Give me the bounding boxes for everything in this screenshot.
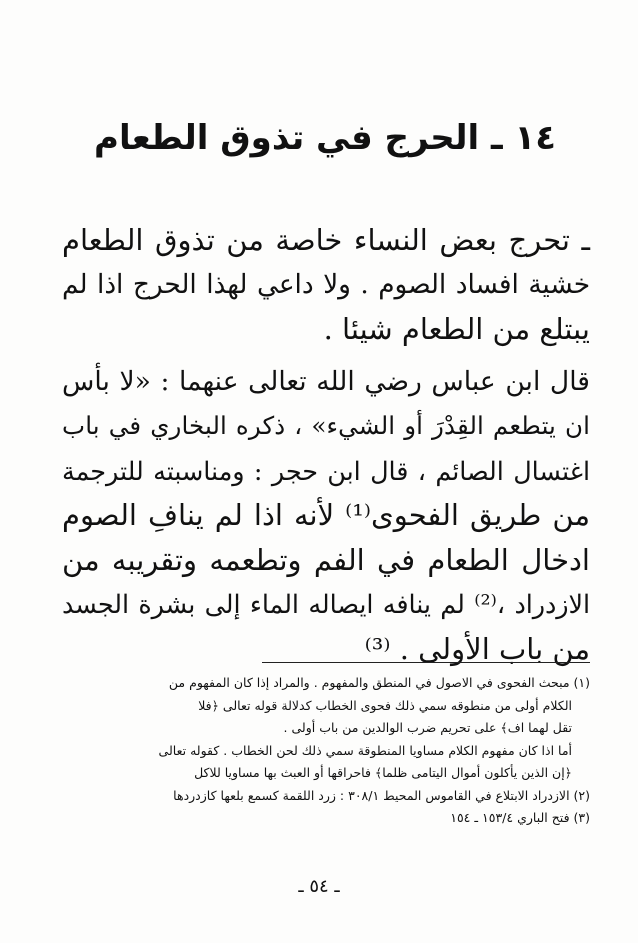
footnote-line: (١) مبحث الفحوى في الاصول في المنطق والمفهوم . والمراد إذا كان المفهوم من — [168, 675, 590, 690]
body-line: من طريق الفحوى⁽¹⁾ لأنه اذا لم ينافِ الصوم — [62, 498, 590, 532]
footnote-line: (٢) الازدراد الابتلاع في القاموس المحيط ٣٠٨/١ : زرد اللقمة كسمع بلعها كازدردها — [173, 787, 590, 803]
body-line: يبتلع من الطعام شيئا . — [323, 312, 590, 346]
footnote-line: الكلام أولى من منطوقه سمي ذلك فحوى الخطاب كدلالة قوله تعالى ﴿فلا — [198, 697, 572, 713]
body-line: قال ابن عباس رضي الله تعالى عنهما : «لا بأس — [62, 365, 590, 397]
body-line: ان يتطعم القِدْرَ أو الشيء» ، ذكره البخاري في باب — [62, 411, 590, 440]
footnotes — [62, 672, 590, 830]
body-line: من باب الأولى . ⁽³⁾ — [364, 631, 590, 666]
footnote-line: (٣) فتح الباري ١٥٣/٤ ـ ١٥٤ — [450, 810, 590, 825]
page-number: ـ ٥٤ ـ — [298, 876, 340, 897]
paragraph-2 — [62, 360, 590, 672]
body-line: خشية افساد الصوم . ولا داعي لهذا الحرج اذا لم — [62, 269, 590, 300]
section-heading: ١٤ ـ الحرج في تذوق الطعام — [94, 118, 556, 158]
footnote-line: ﴿إن الذين يأكلون أموال اليتامى ظلما﴾ فاحراقها أو العبث بها مساويا للاكل — [194, 765, 572, 780]
body-line: اغتسال الصائم ، قال ابن حجر : ومناسبته للترجمة — [62, 455, 590, 486]
main-body — [62, 218, 590, 671]
body-line: ادخال الطعام في الفم وتطعمه وتقريبه من — [62, 542, 590, 577]
footnote-separator — [262, 662, 590, 663]
body-line: ـ تحرج بعض النساء خاصة من تذوق الطعام — [62, 223, 590, 257]
footnote-line: أما اذا كان مفهوم الكلام مساويا المنطوقة سمي ذلك لحن الخطاب . كقوله تعالى — [158, 742, 572, 758]
body-line: الازدراد ،⁽²⁾ لم ينافه ايصاله الماء إلى بشرة الجسد — [62, 589, 590, 619]
footnote-line: تقل لهما اف﴾ على تحريم ضرب الوالدين من باب أولى . — [283, 720, 572, 735]
paragraph-1 — [62, 218, 590, 352]
